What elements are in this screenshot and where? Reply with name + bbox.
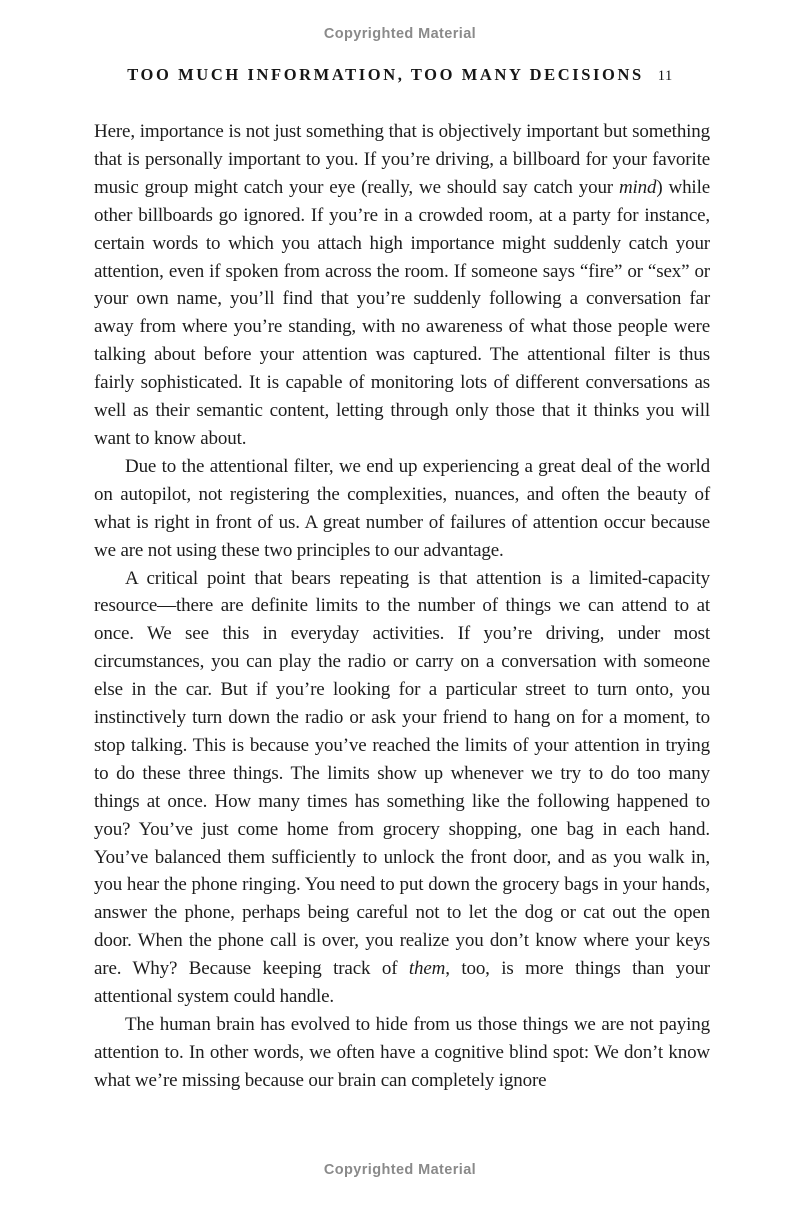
text-run: ) while other billboards go ignored. If you’re in a crowded room, at a party for instance, certain words to which you attach high importance might suddenly catch your attention, even if spoken from across the room. If someone says “fire” or “sex” or your own name, you’ll find that you’re suddenly following a conversation far away from where you’re standing, with no awareness of what those people were talking about before your attention was captured. The attentional filter is thus fairly sophisticated. It is capable of monitoring lots of different conversations as well as their semantic content, letting through only those that it thinks you will want to know about. [94,176,710,449]
copyright-notice-top: Copyrighted Material [323,26,477,42]
text-run: Here, importance is not just something that is objectively important but something that is personally important to you. If you’re driving, a billboard for your favorite music group might catch your eye (really, we should say catch your [94,121,710,198]
page-number: 11 [657,68,673,84]
paragraph [94,118,710,453]
paragraph [94,1011,710,1095]
italic-text-run: mind [618,176,657,198]
text-run: Due to the attentional filter, we end up experiencing a great deal of the world on autopilot, not registering the complexities, nuances, and often the beauty of what is right in front of us. A great number of failures of attention occur because we are not using these two principles to our advantage. [94,455,710,561]
body-text [94,118,710,1095]
running-header [0,66,800,85]
chapter-title: TOO MUCH INFORMATION, TOO MANY DECISIONS [127,65,644,84]
paragraph [94,453,710,565]
text-run: The human brain has evolved to hide from us those things we are not paying attention to. In other words, we often have a cognitive blind spot: We don’t know what we’re missing because our brain can completely ignore [94,1014,710,1091]
italic-text-run: them [408,958,446,980]
paragraph [94,565,710,1012]
text-run: A critical point that bears repeating is that attention is a limited-capacity resource—there are definite limits to the number of things we can attend to at once. We see this in everyday activities. If you’re driving, under most circumstances, you can play the radio or carry on a conversation with someone else in the car. But if you’re looking for a particular street to turn onto, you instinctively turn down the radio or ask your friend to hang on for a moment, to stop talking. This is because you’ve reached the limits of your attention in trying to do these three things. The limits show up whenever we try to do too many things at once. How many times has something like the following happened to you? You’ve just come home from grocery shopping, one bag in each hand. You’ve balanced them sufficiently to unlock the front door, and as you walk in, you hear the phone ringing. You need to put down the grocery bags in your hands, answer the phone, perhaps being careful not to let the dog or cat out the open door. When the phone call is over, you realize you don’t know where your keys are. Why? Because keeping track of [94,567,710,980]
text-run: , too, is more things than your attentional system could handle. [94,958,710,1008]
copyright-notice-bottom: Copyrighted Material [323,1162,477,1178]
